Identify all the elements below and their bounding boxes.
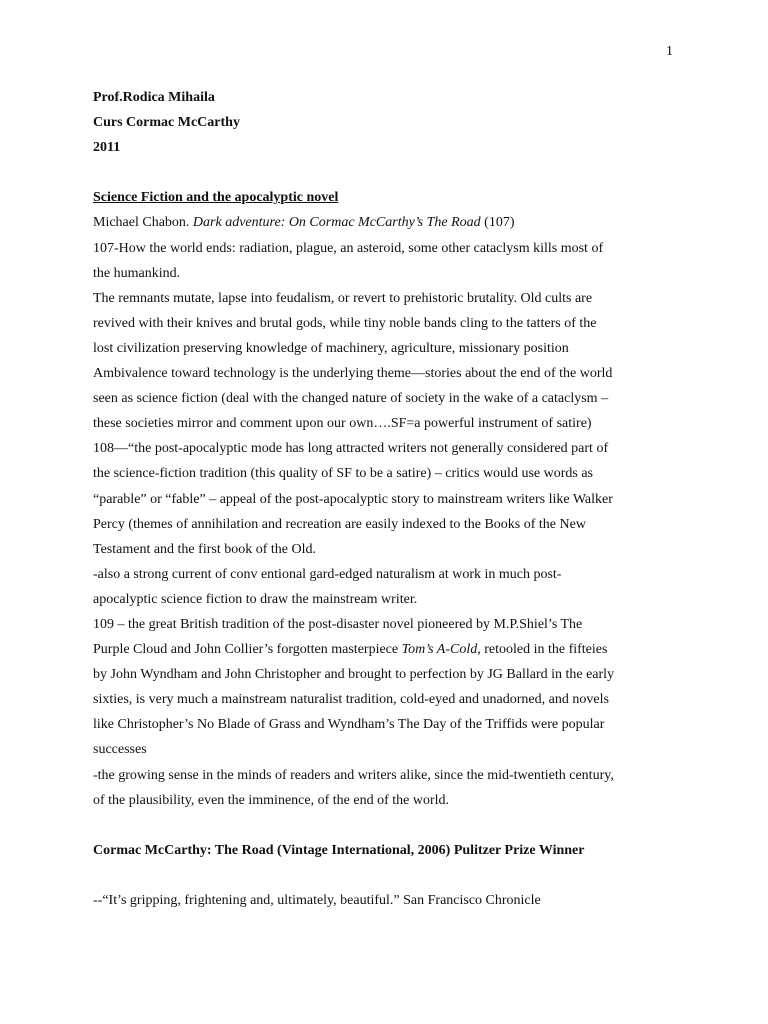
citation-work: Dark adventure: On Cormac McCarthy’s The Road xyxy=(192,215,481,231)
review-quote: --“It’s gripping, frightening and, ultimately, beautiful.” San Francisco Chronicle xyxy=(93,893,541,908)
text-line: these societies mirror and comment upon our own….SF=a powerful instrument of satire) xyxy=(93,416,592,432)
text-line: the humankind. xyxy=(93,265,181,281)
citation-author: Michael Chabon. xyxy=(93,215,190,231)
document-body xyxy=(93,85,693,913)
author-line: Prof.Rodica Mihaila xyxy=(93,90,215,105)
text-line: the science-fiction tradition (this quality of SF to be a satire) – critics would use words as xyxy=(93,466,593,482)
year-line: 2011 xyxy=(93,140,121,156)
citation-line xyxy=(93,210,693,235)
text-line: The remnants mutate, lapse into feudalism, or revert to prehistoric brutality. Old cults are xyxy=(93,290,593,306)
citation-page: (107) xyxy=(484,215,515,231)
text-line: -also a strong current of conv entional gard-edged naturalism at work in much post- xyxy=(93,566,562,582)
italic-title: Tom’s A-Cold xyxy=(401,642,478,658)
text-line: revived with their knives and brutal gods, while tiny noble bands cling to the tatters of the xyxy=(93,315,597,331)
text-line: -the growing sense in the minds of readers and writers alike, since the mid-twentieth century, xyxy=(93,767,614,783)
text-line: Testament and the first book of the Old. xyxy=(93,541,316,557)
text-line: by John Wyndham and John Christopher and brought to perfection by JG Ballard in the early xyxy=(93,667,615,683)
blank-line xyxy=(93,160,693,185)
page-number: 1 xyxy=(666,44,673,59)
text-segment: , retooled in the fifteies xyxy=(477,642,608,658)
text-line: like Christopher’s No Blade of Grass and Wyndham’s The Day of the Triffids were popular xyxy=(93,717,605,733)
text-line: lost civilization preserving knowledge of machinery, agriculture, missionary position xyxy=(93,340,569,356)
text-line: sixties, is very much a mainstream naturalist tradition, cold-eyed and unadorned, and novels xyxy=(93,692,609,708)
text-segment: Purple Cloud and John Collier’s forgotten masterpiece xyxy=(93,642,402,658)
blank-line xyxy=(93,863,693,888)
text-line: “parable” or “fable” – appeal of the post-apocalyptic story to mainstream writers like Walker xyxy=(93,491,613,507)
text-line: of the plausibility, even the imminence, of the end of the world. xyxy=(93,792,449,808)
blank-line xyxy=(93,813,693,838)
text-line: 107-How the world ends: radiation, plague, an asteroid, some other cataclysm kills most of xyxy=(93,240,604,256)
text-line: seen as science fiction (deal with the changed nature of society in the wake of a cataclysm – xyxy=(93,391,609,407)
course-line: Curs Cormac McCarthy xyxy=(93,115,240,131)
text-line: Ambivalence toward technology is the underlying theme—stories about the end of the world xyxy=(93,366,613,382)
text-line: 108—“the post-apocalyptic mode has long attracted writers not generally considered part of xyxy=(93,441,609,457)
text-line: Percy (themes of annihilation and recreation are easily indexed to the Books of the New xyxy=(93,516,586,532)
section-title: Science Fiction and the apocalyptic novel xyxy=(93,190,339,206)
road-heading: Cormac McCarthy: The Road (Vintage International, 2006) Pulitzer Prize Winner xyxy=(93,842,585,858)
text-line: successes xyxy=(93,742,147,758)
text-line-with-italic xyxy=(93,637,693,662)
text-line: 109 – the great British tradition of the post-disaster novel pioneered by M.P.Shiel’s The xyxy=(93,616,583,632)
text-line: apocalyptic science fiction to draw the mainstream writer. xyxy=(93,591,418,607)
